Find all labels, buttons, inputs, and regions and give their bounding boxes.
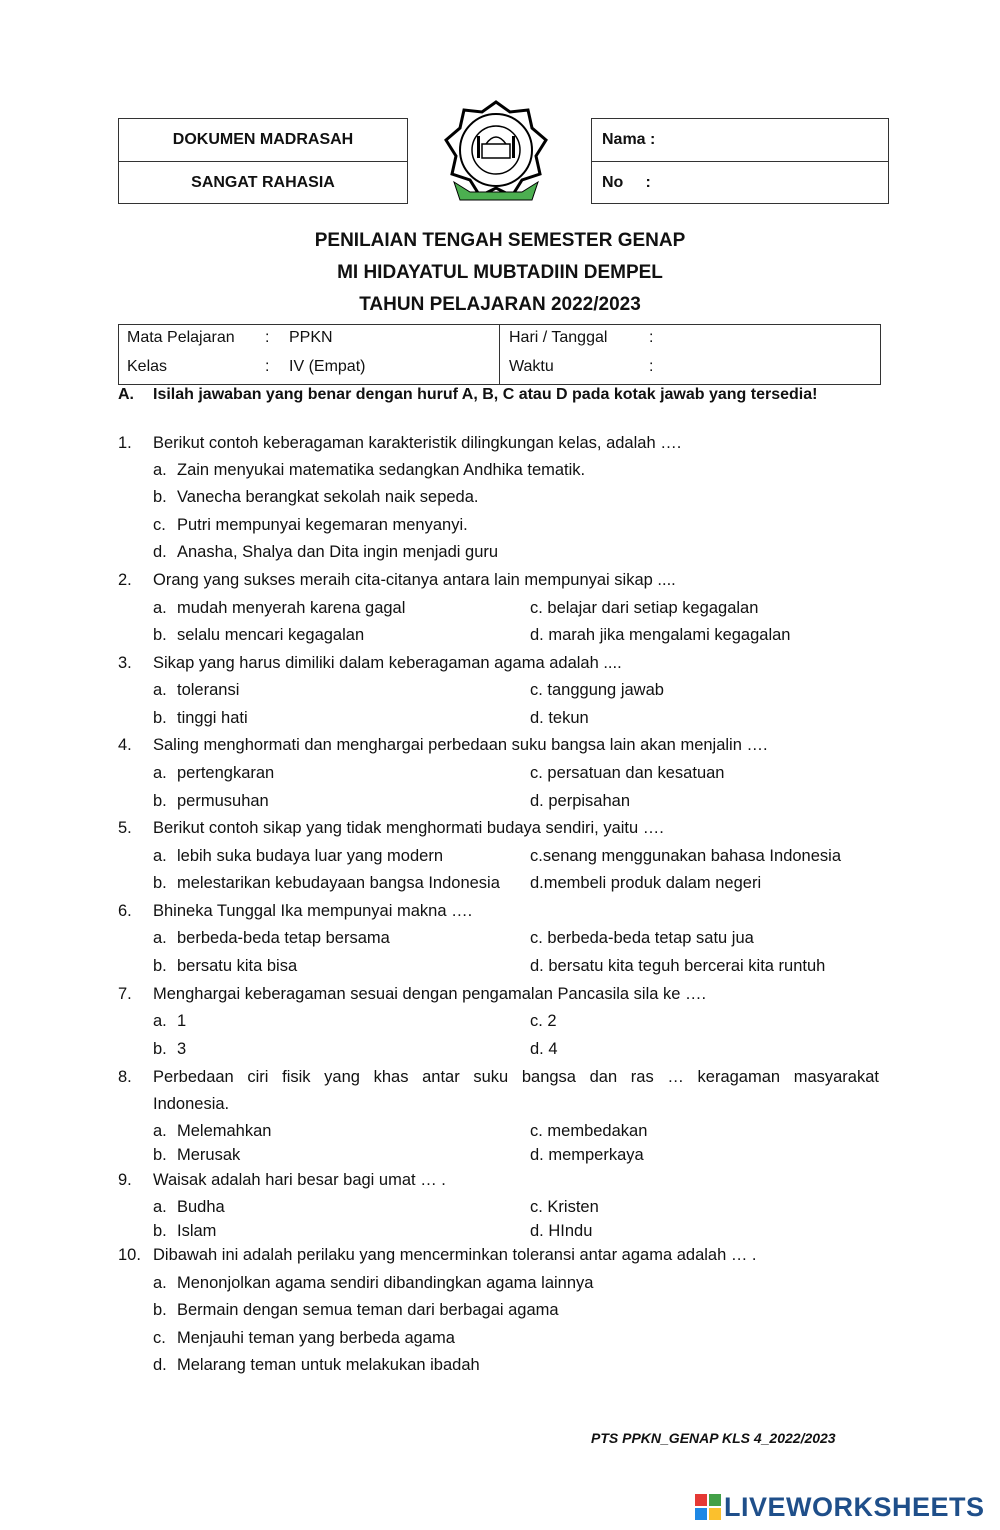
header-document-label: DOKUMEN MADRASAH: [119, 119, 407, 162]
q8-text-continued: Indonesia.: [153, 1095, 230, 1113]
q8-number: 8.: [118, 1068, 132, 1086]
q3-option-c: c. tanggung jawab: [530, 681, 664, 699]
subject-value: PPKN: [289, 329, 333, 346]
name-field-label: Nama :: [592, 119, 888, 162]
exam-title: PENILAIAN TENGAH SEMESTER GENAP: [314, 230, 686, 251]
q8-option-a: a. Melemahkan: [153, 1122, 272, 1140]
q4-number: 4.: [118, 736, 132, 754]
q9-option-a: a. Budha: [153, 1198, 225, 1216]
q3-option-a: a. toleransi: [153, 681, 240, 699]
q3-number: 3.: [118, 654, 132, 672]
liveworksheets-brand[interactable]: [695, 1492, 985, 1523]
q1-option-c: c. Putri mempunyai kegemaran menyanyi.: [153, 516, 468, 534]
class-label: Kelas: [127, 358, 168, 375]
q5-option-c: c.senang menggunakan bahasa Indonesia: [530, 847, 841, 865]
q8-option-b: b. Merusak: [153, 1146, 241, 1164]
q4-option-d: d. perpisahan: [530, 792, 630, 810]
time-sep: :: [649, 358, 654, 375]
q7-text: Menghargai keberagaman sesuai dengan pengamalan Pancasila sila ke ….: [153, 985, 707, 1003]
q9-number: 9.: [118, 1171, 132, 1189]
header-right-box: [591, 118, 889, 204]
class-value: IV (Empat): [289, 358, 366, 375]
info-divider: [499, 325, 500, 384]
q6-option-c: c. berbeda-beda tetap satu jua: [530, 929, 754, 947]
q7-option-d: d. 4: [530, 1040, 558, 1058]
q6-option-a: a. berbeda-beda tetap bersama: [153, 929, 390, 947]
q2-option-d: d. marah jika mengalami kegagalan: [530, 626, 791, 644]
q5-text: Berikut contoh sikap yang tidak menghormati budaya sendiri, yaitu ….: [153, 819, 664, 837]
header-left-box: [118, 118, 408, 204]
q2-number: 2.: [118, 571, 132, 589]
q9-option-b: b. Islam: [153, 1222, 217, 1240]
academic-year: TAHUN PELAJARAN 2022/2023: [359, 294, 641, 315]
q10-option-a: a. Menonjolkan agama sendiri dibandingkan agama lainnya: [153, 1274, 594, 1292]
document-footer: PTS PPKN_GENAP KLS 4_2022/2023: [591, 1430, 836, 1446]
q3-option-b: b. tinggi hati: [153, 709, 248, 727]
q7-number: 7.: [118, 985, 132, 1003]
q5-option-a: a. lebih suka budaya luar yang modern: [153, 847, 444, 865]
q6-option-d: d. bersatu kita teguh bercerai kita runtuh: [530, 957, 826, 975]
q4-option-a: a. pertengkaran: [153, 764, 275, 782]
q2-text: Orang yang sukses meraih cita-citanya antara lain mempunyai sikap ....: [153, 571, 676, 589]
q1-option-b: b. Vanecha berangkat sekolah naik sepeda.: [153, 488, 479, 506]
q5-option-b: b. melestarikan kebudayaan bangsa Indonesia: [153, 874, 500, 892]
q9-option-c: c. Kristen: [530, 1198, 599, 1216]
q10-option-c: c. Menjauhi teman yang berbeda agama: [153, 1329, 455, 1347]
q3-option-d: d. tekun: [530, 709, 589, 727]
q8-option-d: d. memperkaya: [530, 1146, 644, 1164]
q5-option-d: d.membeli produk dalam negeri: [530, 874, 762, 892]
q9-text: Waisak adalah hari besar bagi umat … .: [153, 1171, 446, 1189]
instruction-text: Isilah jawaban yang benar dengan huruf A, B, C atau D pada kotak jawab yang tersedia!: [153, 386, 818, 403]
q1-option-a: a. Zain menyukai matematika sedangkan Andhika tematik.: [153, 461, 586, 479]
q2-option-b: b. selalu mencari kegagalan: [153, 626, 365, 644]
q6-number: 6.: [118, 902, 132, 920]
school-logo: [440, 100, 552, 208]
q2-option-a: a. mudah menyerah karena gagal: [153, 599, 406, 617]
q7-option-b: b. 3: [153, 1040, 187, 1058]
time-label: Waktu: [509, 358, 554, 375]
q8-text: Perbedaan ciri fisik yang khas antar suku bangsa dan ras … keragaman masyarakat: [153, 1068, 879, 1086]
header-secret-label: SANGAT RAHASIA: [191, 174, 335, 191]
q7-option-a: a. 1: [153, 1012, 187, 1030]
q10-number: 10.: [118, 1246, 141, 1264]
q10-text: Dibawah ini adalah perilaku yang mencerminkan toleransi antar agama adalah … .: [153, 1246, 757, 1264]
q10-option-b: b. Bermain dengan semua teman dari berbagai agama: [153, 1301, 559, 1319]
subject-sep: :: [265, 329, 270, 346]
q4-option-b: b. permusuhan: [153, 792, 269, 810]
q8-option-c: c. membedakan: [530, 1122, 648, 1140]
q2-option-c: c. belajar dari setiap kegagalan: [530, 599, 759, 617]
class-sep: :: [265, 358, 270, 375]
number-field-label: No :: [602, 174, 651, 191]
q4-option-c: c. persatuan dan kesatuan: [530, 764, 725, 782]
q1-number: 1.: [118, 434, 132, 452]
q3-text: Sikap yang harus dimiliki dalam keberagaman agama adalah ....: [153, 654, 622, 672]
q1-text: Berikut contoh keberagaman karakteristik dilingkungan kelas, adalah ….: [153, 434, 682, 452]
q10-option-d: d. Melarang teman untuk melakukan ibadah: [153, 1356, 480, 1374]
brand-text: LIVEWORKSHEETS: [724, 1492, 985, 1522]
q6-option-b: b. bersatu kita bisa: [153, 957, 298, 975]
q9-option-d: d. HIndu: [530, 1222, 593, 1240]
q6-text: Bhineka Tunggal Ika mempunyai makna ….: [153, 902, 473, 920]
subject-label: Mata Pelajaran: [127, 329, 235, 346]
day-sep: :: [649, 329, 654, 346]
q1-option-d: d. Anasha, Shalya dan Dita ingin menjadi guru: [153, 543, 499, 561]
instruction-letter: A.: [118, 386, 134, 403]
liveworksheets-logo-icon: [695, 1494, 721, 1520]
day-label: Hari / Tanggal: [509, 329, 608, 346]
q5-number: 5.: [118, 819, 132, 837]
exam-info-table: [118, 324, 881, 385]
q4-text: Saling menghormati dan menghargai perbedaan suku bangsa lain akan menjalin ….: [153, 736, 768, 754]
q7-option-c: c. 2: [530, 1012, 557, 1030]
school-name: MI HIDAYATUL MUBTADIIN DEMPEL: [337, 262, 663, 283]
